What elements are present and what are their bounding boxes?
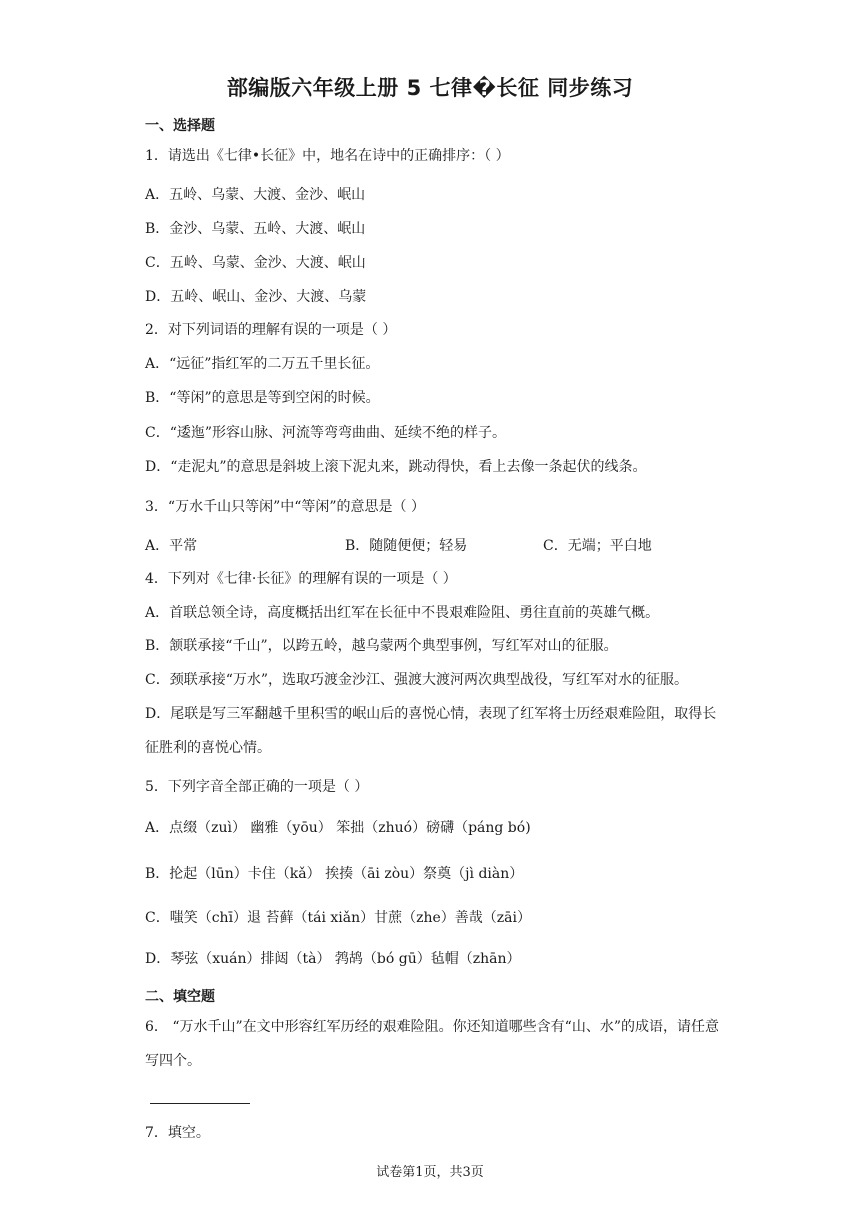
page-footer: 试卷第1页，共3页 [376, 1165, 484, 1180]
question-3-stem: 3．“万水千山只等闲”中“等闲”的意思是（ ） [145, 499, 425, 515]
question-4-stem: 4．下列对《七律·长征》的理解有误的一项是（ ） [145, 571, 457, 587]
section-heading-fill: 二、填空题 [145, 989, 215, 1005]
question-3-option-c: C．无端；平白地 [543, 538, 652, 554]
section-heading-choice: 一、选择题 [145, 118, 215, 134]
question-2-stem: 2．对下列词语的理解有误的一项是（ ） [145, 322, 397, 338]
question-3-option-a: A．平常 [145, 538, 198, 554]
question-4-option-b: B．颔联承接“千山”，以跨五岭，越乌蒙两个典型事例，写红军对山的征服。 [145, 638, 618, 654]
question-4-option-d: D．尾联是写三军翻越千里积雪的岷山后的喜悦心情，表现了红军将士历经艰难险阻，取得长征胜利的喜悦心情。 [145, 706, 717, 756]
question-5-option-a: A．点缀（zuì） 幽雅（yōu） 笨拙（zhuó）磅礴（páng bó) [145, 820, 531, 836]
question-1-option-c: C．五岭、乌蒙、金沙、大渡、岷山 [145, 255, 366, 271]
answer-blank-line [150, 1103, 250, 1104]
question-1-option-d: D．五岭、岷山、金沙、大渡、乌蒙 [145, 289, 367, 305]
question-2-option-a: A．“远征”指红军的二万五千里长征。 [145, 356, 380, 372]
question-7-stem: 7．填空。 [145, 1125, 210, 1141]
question-1-option-a: A．五岭、乌蒙、大渡、金沙、岷山 [145, 187, 366, 203]
question-6-stem: 6． “万水千山”在文中形容红军历经的艰难险阻。你还知道哪些含有“山、水”的成语，请任意写四个。 [145, 1019, 719, 1069]
question-2-option-c: C．“逶迤”形容山脉、河流等弯弯曲曲、延续不绝的样子。 [145, 425, 507, 441]
question-4-option-c: C．颈联承接“万水”，选取巧渡金沙江、强渡大渡河两次典型战役，写红军对水的征服。 [145, 672, 689, 688]
question-5-stem: 5．下列字音全部正确的一项是（ ） [145, 779, 369, 795]
question-4-option-a: A．首联总领全诗，高度概括出红军在长征中不畏艰难险阻、勇往直前的英雄气概。 [145, 605, 660, 621]
question-2-option-b: B．“等闲”的意思是等到空闲的时候。 [145, 390, 380, 406]
question-5-option-c: C．嗤笑（chī）退 苔藓（tái xiǎn）甘蔗（zhe）善哉（zāi） [145, 910, 532, 926]
question-1-stem: 1．请选出《七律•长征》中，地名在诗中的正确排序：（ ） [145, 148, 510, 164]
question-5-option-b: B．抡起（lūn）卡住（kǎ） 挨揍（āi zòu）祭奠（jì diàn） [145, 866, 524, 882]
question-2-option-d: D．“走泥丸”的意思是斜坡上滚下泥丸来，跳动得快，看上去像一条起伏的线条。 [145, 459, 647, 475]
page-title: 部编版六年级上册 5 七律�长征 同步练习 [226, 76, 634, 100]
question-5-option-d: D．琴弦（xuán）排闼（tà） 鹁鸪（bó gū）毡帽（zhān） [145, 951, 521, 967]
question-1-option-b: B．金沙、乌蒙、五岭、大渡、岷山 [145, 221, 366, 237]
question-3-option-b: B．随随便便；轻易 [345, 538, 468, 554]
